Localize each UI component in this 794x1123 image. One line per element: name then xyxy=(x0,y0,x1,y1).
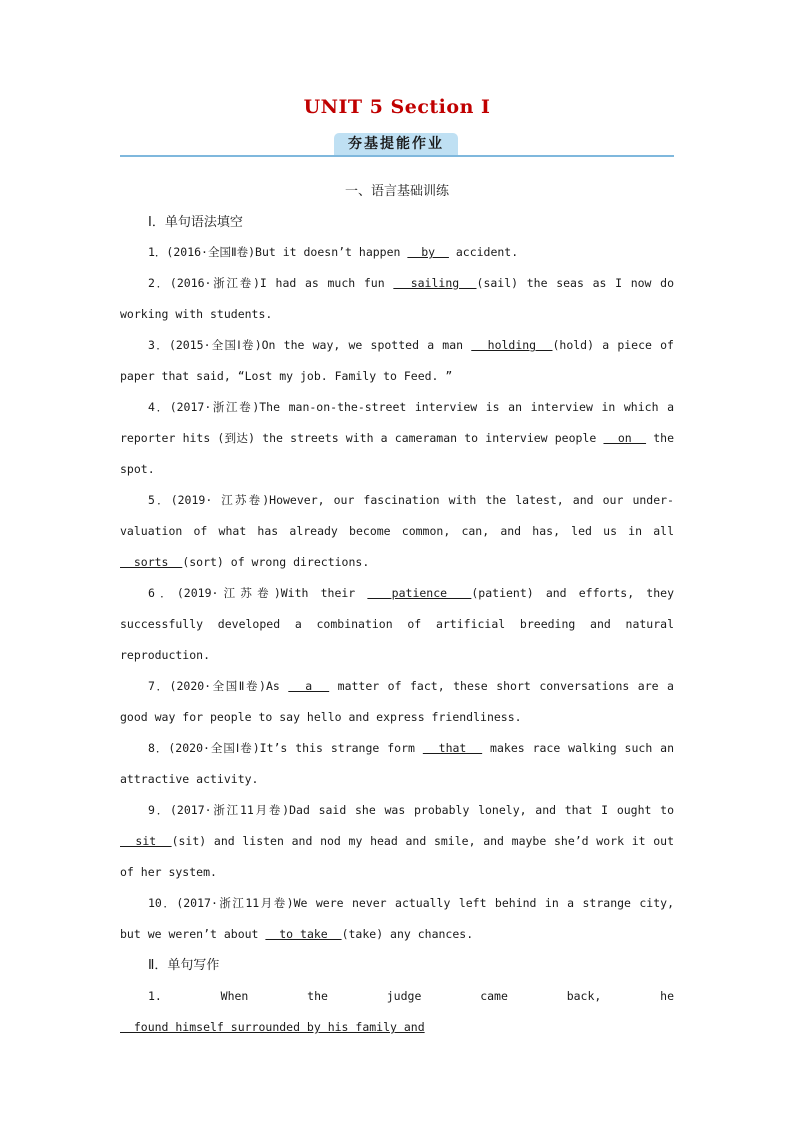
question-item xyxy=(120,981,674,1043)
question-text: (patient) and efforts, they successfully developed a combination of artificial breeding and natural reproduction. xyxy=(120,586,674,662)
question-text: 5．(2019· 江苏卷)However, our fascination with the latest, and our under-valuation of what has already become common, can, and has, led us in all xyxy=(120,493,674,538)
question-item xyxy=(120,795,674,888)
question-item xyxy=(120,268,674,330)
answer-blank: on xyxy=(603,431,647,445)
question-text: matter of fact, these short conversations are a good way for people to say hello and express friendliness. xyxy=(120,679,674,724)
question-text: (sort) of wrong directions. xyxy=(182,555,370,569)
question-text: (sail) the seas as I now do working with students. xyxy=(120,276,675,321)
question-text: 4．(2017·浙江卷)The man-on-the-street interview is an interview in which a reporter hits (到达) the streets with a cameraman to interview people xyxy=(120,400,674,445)
question-item xyxy=(120,671,674,733)
answer-blank: that xyxy=(422,741,483,755)
question-text: (take) any chances. xyxy=(341,927,474,941)
page-title: UNIT 5 Section Ⅰ xyxy=(303,96,491,118)
answer-blank: sorts xyxy=(120,555,183,569)
part1-heading: Ⅰ．单句语法填空 xyxy=(148,215,243,230)
question-item xyxy=(120,392,674,485)
answer-blank: sailing xyxy=(393,276,477,290)
question-text: 3．(2015·全国Ⅰ卷)On the way, we spotted a man xyxy=(148,338,472,352)
question-text: the spot. xyxy=(120,431,674,476)
question-text: 8．(2020·全国Ⅰ卷)It’s this strange form xyxy=(148,741,423,755)
question-item xyxy=(120,733,674,795)
question-text: 7．(2020·全国Ⅱ卷)As xyxy=(148,679,289,693)
question-item xyxy=(120,485,674,578)
answer-blank: patience xyxy=(367,586,472,600)
answer-blank: a xyxy=(288,679,330,693)
banner-divider xyxy=(120,155,674,157)
part2-heading: Ⅱ．单句写作 xyxy=(148,958,220,973)
question-text: 2．(2016·浙江卷)I had as much fun xyxy=(148,276,394,290)
answer-blank: to take xyxy=(265,927,342,941)
homework-banner: 夯基提能作业 xyxy=(334,133,458,155)
question-item xyxy=(120,578,674,671)
answer-blank: by xyxy=(407,245,449,259)
answer-blank: holding xyxy=(471,338,553,352)
question-item xyxy=(120,237,674,268)
question-text: (hold) a piece of paper that said, “Lost my job. Family to Feed. ” xyxy=(120,338,674,383)
question-text: 10．(2017·浙江11月卷)We were never actually left behind in a strange city, but we weren’t about xyxy=(120,896,674,941)
question-item xyxy=(120,330,674,392)
answer-blank: sit xyxy=(120,834,172,848)
answer-blank: found himself surrounded by his family and xyxy=(120,1020,425,1034)
question-text: (sit) and listen and nod my head and smile, and maybe she’d work it out of her system. xyxy=(120,834,675,879)
question-text: 6．(2019·江苏卷)With their xyxy=(148,586,368,600)
question-text: 1. When the judge came back, he xyxy=(148,989,674,1003)
question-text: 1．(2016·全国Ⅱ卷)But it doesn’t happen xyxy=(148,245,408,259)
question-text: makes race walking such an attractive activity. xyxy=(120,741,675,786)
question-text: accident. xyxy=(448,245,519,259)
exercise-content xyxy=(120,237,674,1043)
question-text: 9．(2017·浙江11月卷)Dad said she was probably lonely, and that I ought to xyxy=(148,803,674,817)
section-title: 一、语言基础训练 xyxy=(344,184,449,199)
question-item xyxy=(120,888,674,950)
